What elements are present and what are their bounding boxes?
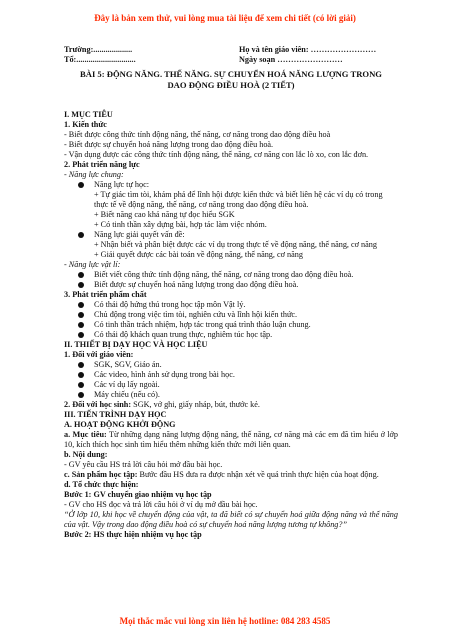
teacher-field: Họ và tên giáo viên: …………………… <box>239 45 377 54</box>
italic-text: - Năng lực chung: <box>64 170 124 179</box>
lesson-title <box>64 69 398 91</box>
labeled-paragraph <box>64 430 398 450</box>
section-heading: 1. Đối với giáo viên: <box>64 350 134 359</box>
indented-item: + Tự giác tìm tòi, khám phá để lĩnh hội được kiến thức và biết liên hệ các ví dụ có trong thực tế về động năng, thế năng, cơ năng trong dao động điều hoà. <box>94 190 383 209</box>
preview-banner: Đây là bản xem thử, vui lòng mua tài liệu để xem chi tiết (có lời giải) <box>94 13 356 23</box>
bullet-item: Chủ động trong việc tìm tòi, nghiên cứu và lĩnh hội kiến thức. <box>64 310 398 320</box>
section-heading: Bước 1: GV chuyển giao nhiệm vụ học tập <box>64 490 212 499</box>
bullet-item: Có thái độ hứng thú trong học tập môn Vật lý. <box>64 300 398 310</box>
labeled-paragraph <box>64 400 398 410</box>
bullet-item: Biết viết công thức tính động năng, thế năng, cơ năng trong dao động điều hoà. <box>64 270 398 280</box>
paragraph-text: SGK, vở ghi, giấy nháp, bút, thước kẻ. <box>131 400 260 409</box>
bullet-item: SGK, SGV, Giáo án. <box>64 360 398 370</box>
section-heading: 3. Phát triển phẩm chất <box>64 290 147 299</box>
paragraph-label: 2. Đối với học sinh: <box>64 400 132 409</box>
paragraph-label: c. Sản phẩm học tập: <box>64 470 138 479</box>
indented-item: + Có tinh thần xây dựng bài, hợp tác làm việc nhóm. <box>94 220 267 229</box>
section-heading: I. MỤC TIÊU <box>64 110 113 119</box>
bullet-item: Có tinh thần trách nhiệm, hợp tác trong quá trình thảo luận chung. <box>64 320 398 330</box>
school-field: Trường:................... <box>64 45 133 54</box>
italic-text: - Năng lực vật lí: <box>64 260 121 269</box>
section-heading: b. Nội dung: <box>64 450 108 459</box>
hotline-banner: Mọi thắc mắc vui lòng xin liên hệ hotline: 084 283 4585 <box>119 616 331 626</box>
section-heading: 1. Kiến thức <box>64 120 107 129</box>
bullet-item: Biết được sự chuyển hoá năng lượng trong dao động điều hoà. <box>64 280 398 290</box>
section-heading: d. Tổ chức thực hiện: <box>64 480 139 489</box>
lesson-body <box>64 110 398 540</box>
bullet-item: Năng lực giải quyết vấn đề: <box>64 230 398 240</box>
indented-item: + Giải quyết được các bài toán về động năng, thế năng, cơ năng <box>94 250 303 259</box>
section-heading: II. THIẾT BỊ DẠY HỌC VÀ HỌC LIỆU <box>64 340 208 349</box>
paragraph: - Vận dụng được các công thức tính động năng, thế năng, cơ năng con lắc lò xo, con lắc đơn. <box>64 150 369 159</box>
lesson-title-line-1: BÀI 5: ĐỘNG NĂNG. THẾ NĂNG. SỰ CHUYỂN HOÁ NĂNG LƯỢNG TRONG <box>80 69 382 79</box>
date-field: Ngày soạn …………………… <box>239 55 343 64</box>
group-field: Tổ:............................. <box>64 55 136 64</box>
labeled-paragraph <box>64 470 398 480</box>
paragraph: - GV cho HS đọc và trả lời câu hỏi ở ví dụ mở đầu bài học. <box>64 500 258 509</box>
bullet-item: Có thái độ khách quan trung thực, nghiêm túc học tập. <box>64 330 398 340</box>
paragraph-text: Từ những dạng năng lượng động năng, thế năng, cơ năng mà các em đã tìm hiểu ở lớp 10, kích thích học sinh tìm hiểu thêm những kiến thức mới liên quan. <box>64 430 398 449</box>
paragraph-label: a. Mục tiêu: <box>64 430 107 439</box>
bullet-item: Máy chiếu (nếu có). <box>64 390 398 400</box>
section-heading: III. TIẾN TRÌNH DẠY HỌC <box>64 410 167 419</box>
indented-item: + Biết năng cao khả năng tự đọc hiểu SGK <box>94 210 235 219</box>
paragraph-text: Bước đầu HS đưa ra được nhận xét về quá trình thực hiện của hoạt động. <box>137 470 379 479</box>
indented-item: + Nhận biết và phân biệt được các ví dụ trong thực tế về động năng, thế năng, cơ năng <box>94 240 377 249</box>
section-heading: Bước 2: HS thực hiện nhiệm vụ học tập <box>64 530 202 539</box>
section-heading: A. HOẠT ĐỘNG KHỞI ĐỘNG <box>64 420 176 429</box>
bullet-item: Các ví dụ lấy ngoài. <box>64 380 398 390</box>
lesson-title-line-2: DAO ĐỘNG ĐIỀU HOÀ (2 TIẾT) <box>167 80 295 90</box>
paragraph: - Biết được công thức tính động năng, thế năng, cơ năng trong dao động điều hoà <box>64 130 331 139</box>
paragraph: - Biết được sự chuyển hoá năng lượng trong dao động điều hoà. <box>64 140 274 149</box>
section-heading: 2. Phát triển năng lực <box>64 160 140 169</box>
bullet-item: Năng lực tự học: <box>64 180 398 190</box>
bullet-item: Các video, hình ảnh sử dụng trong bài học. <box>64 370 398 380</box>
paragraph: - GV yêu cầu HS trả lời câu hỏi mở đầu bài học. <box>64 460 223 469</box>
italic-text: “Ở lớp 10, khi học về chuyển động của vật, ta đã biết có sự chuyển hoá giữa động năng và thế năng của vật. Vậy trong dao động điều hoà có sự chuyển hoá năng lượng tương tự không?” <box>64 510 398 529</box>
